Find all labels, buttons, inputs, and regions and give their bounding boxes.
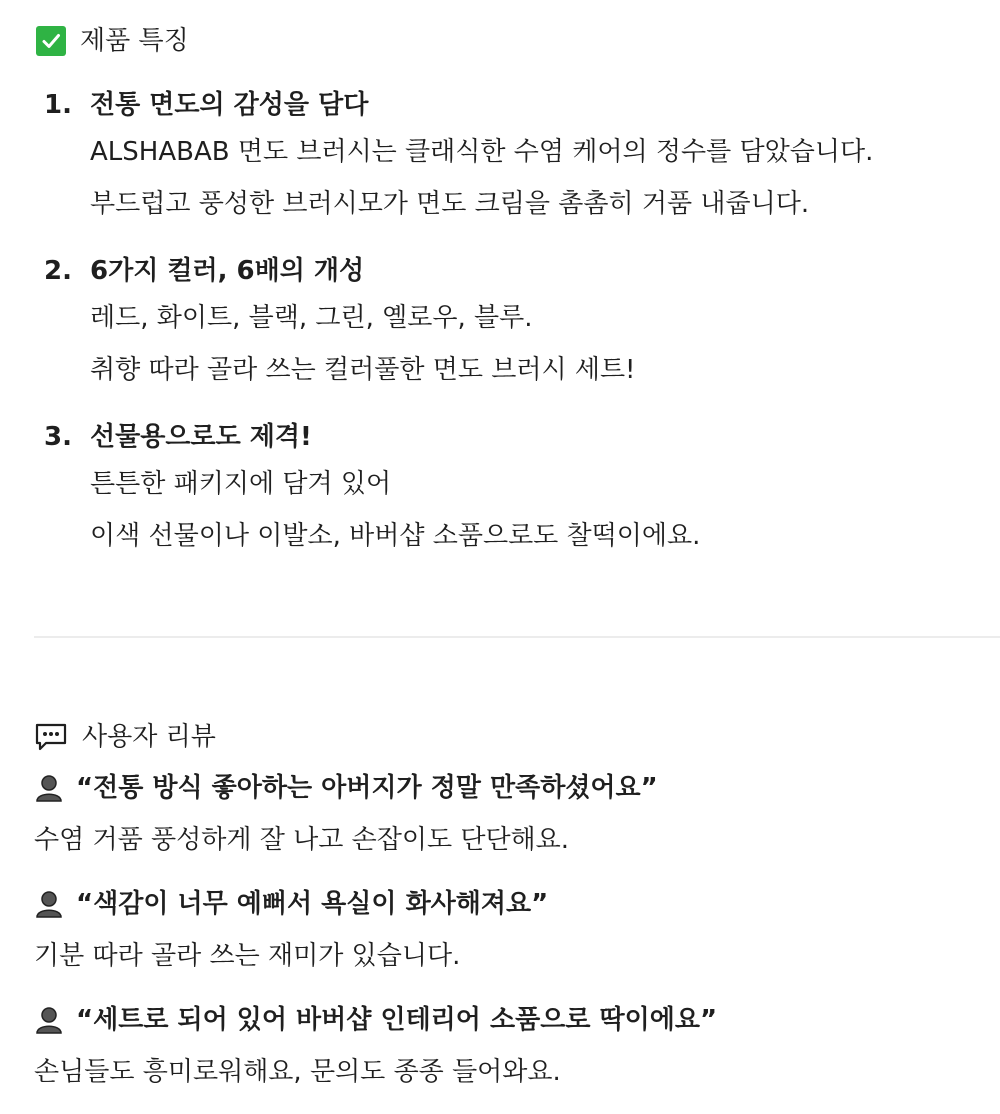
review-body: 기분 따라 골라 쓰는 재미가 있습니다. (34, 941, 461, 971)
review-item-3 (34, 1002, 984, 1090)
review-quote: “색감이 너무 예뻐서 욕실이 화사해져요” (76, 889, 549, 919)
feature-number: 3. (44, 422, 72, 452)
review-quote-row (34, 1002, 984, 1038)
feature-item-2 (44, 254, 984, 396)
feature-number: 2. (44, 256, 72, 286)
review-item-1 (34, 770, 984, 858)
features-heading (36, 24, 189, 58)
reviews-heading-title: 사용자 리뷰 (82, 722, 216, 752)
feature-item-3 (44, 420, 984, 562)
section-divider (34, 636, 1000, 638)
feature-line: 레드, 화이트, 블랙, 그린, 옐로우, 블루. (90, 303, 533, 333)
speech-bubble-icon (34, 722, 68, 752)
feature-number: 1. (44, 90, 72, 120)
features-heading-title: 제품 특징 (80, 26, 189, 56)
review-quote-row (34, 770, 984, 806)
feature-title: 6가지 컬러, 6배의 개성 (90, 256, 365, 286)
feature-title-row (44, 88, 984, 122)
review-item-2 (34, 886, 984, 974)
feature-line: 부드럽고 풍성한 브러시모가 면도 크림을 촘촘히 거품 내줍니다. (90, 189, 810, 219)
reviews-heading (34, 720, 216, 754)
check-box-icon (36, 26, 66, 56)
review-body: 손님들도 흥미로워해요, 문의도 종종 들어와요. (34, 1057, 561, 1087)
review-quote-row (34, 886, 984, 922)
feature-item-1 (44, 88, 984, 230)
feature-title-row (44, 254, 984, 288)
review-quote: “세트로 되어 있어 바버샵 인테리어 소품으로 딱이에요” (76, 1005, 718, 1035)
feature-line: 이색 선물이나 이발소, 바버샵 소품으로도 찰떡이에요. (90, 521, 701, 551)
feature-title-row (44, 420, 984, 454)
review-body: 수염 거품 풍성하게 잘 나고 손잡이도 단단해요. (34, 825, 570, 855)
feature-line: ALSHABAB 면도 브러시는 클래식한 수염 케어의 정수를 담았습니다. (90, 137, 874, 167)
feature-line: 튼튼한 패키지에 담겨 있어 (90, 469, 392, 499)
feature-title: 선물용으로도 제격! (90, 422, 312, 452)
user-icon (34, 889, 64, 919)
user-icon (34, 1005, 64, 1035)
user-icon (34, 773, 64, 803)
review-quote: “전통 방식 좋아하는 아버지가 정말 만족하셨어요” (76, 773, 658, 803)
feature-line: 취향 따라 골라 쓰는 컬러풀한 면도 브러시 세트! (90, 355, 636, 385)
feature-title: 전통 면도의 감성을 담다 (90, 90, 369, 120)
